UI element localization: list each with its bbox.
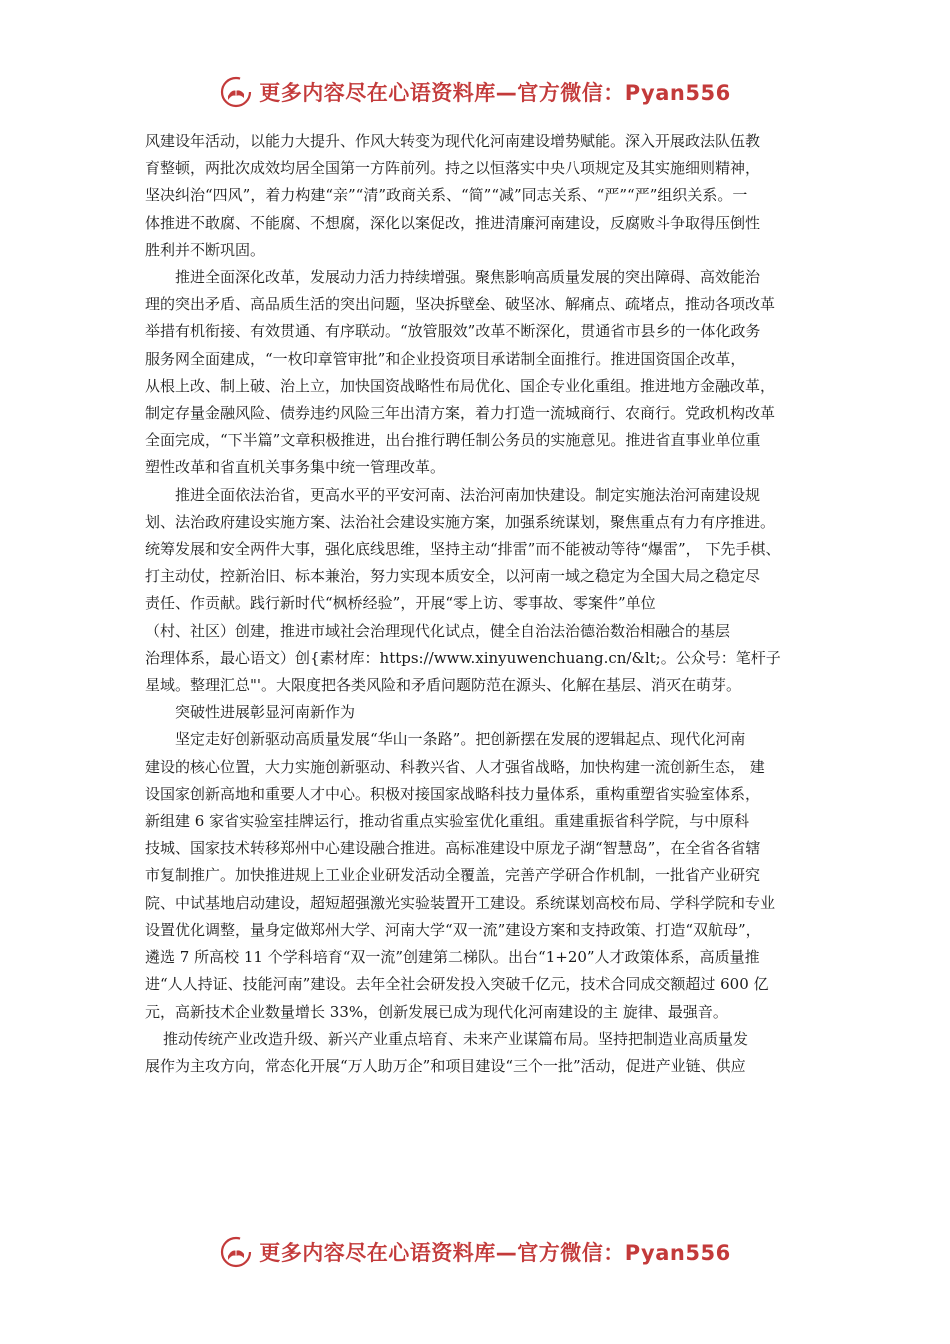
text-line: 设国家创新高地和重要人才中心。积极对接国家战略科技力量体系，重构重塑省实验室体系， (145, 784, 761, 803)
text-line: 胜利并不断巩固。 (145, 240, 266, 259)
paragraph-start-line: 推动传统产业改造升级、新兴产业重点培育、未来产业谋篇布局。坚持把制造业高质量发 (163, 1029, 749, 1048)
text-line: 打主动仗，控新治旧、标本兼治，努力实现本质安全，以河南一域之稳定为全国大局之稳定尽 (145, 567, 761, 586)
watermark-text: 更多内容尽在心语资料库—官方微信：Pyan556 (259, 81, 731, 105)
watermark-text: 更多内容尽在心语资料库—官方微信：Pyan556 (259, 1241, 731, 1265)
text-line: 星域。整理汇总"'。大限度把各类风险和矛盾问题防范在源头、化解在基层、消灭在萌芽。 (145, 676, 742, 695)
text-line: （村、社区）创建，推进市域社会治理现代化试点，健全自治法治德治数治相融合的基层 (145, 621, 731, 640)
text-line: 遴选 7 所高校 11 个学科培育“双一流”创建第二梯队。出台“1+20”人才政策体系，高质量推 (145, 948, 760, 967)
text-line: 理的突出矛盾、高品质生活的突出问题，坚决拆壁垒、破坚冰、解痛点、疏堵点，推动各项改革 (145, 295, 776, 314)
text-line: 新组建 6 家省实验室挂牌运行，推动省重点实验室优化重组。重建重振省科学院，与中原科 (145, 812, 750, 831)
watermark-header (0, 72, 950, 112)
text-line: 塑性改革和省直机关事务集中统一管理改革。 (145, 458, 446, 477)
text-line: 治理体系，最心语文）创{素材库：https://www.xinyuwenchuang.cn/&lt;。公众号：笔杆子 (145, 648, 781, 667)
text-line: 体推进不敢腐、不能腐、不想腐，深化以案促改，推进清廉河南建设，反腐败斗争取得压倒性 (145, 213, 761, 232)
document-body (145, 128, 825, 1080)
text-line: 从根上改、制上破、治上立，加快国资战略性布局优化、国企专业化重组。推进地方金融改革， (145, 376, 776, 395)
section-heading: 突破性进展彰显河南新作为 (175, 703, 356, 722)
text-line: 育整顿，两批次成效均居全国第一方阵前列。持之以恒落实中央八项规定及其实施细则精神， (145, 159, 761, 178)
book-logo-icon (219, 75, 253, 109)
text-line: 建设的核心位置，大力实施创新驱动、科教兴省、人才强省战略，加快构建一流创新生态， 建 (145, 757, 765, 776)
text-line: 市复制推广。加快推进规上工业企业研发活动全覆盖，完善产学研合作机制，一批省产业研究 (145, 866, 761, 885)
watermark-footer (0, 1232, 950, 1272)
text-line: 划、法治政府建设实施方案、法治社会建设实施方案，加强系统谋划，聚焦重点有力有序推进。 (145, 512, 776, 531)
text-line: 全面完成，“下半篇”文章积极推进，出台推行聘任制公务员的实施意见。推进省直事业单位重 (145, 431, 761, 450)
text-line: 统筹发展和安全两件大事，强化底线思维，坚持主动“排雷”而不能被动等待“爆雷”， 下先手棋、 (145, 540, 781, 559)
text-line: 风建设年活动，以能力大提升、作风大转变为现代化河南建设增势赋能。深入开展政法队伍教 (145, 132, 761, 150)
text-line: 设置优化调整，量身定做郑州大学、河南大学“双一流”建设方案和支持政策、打造“双航母”， (145, 920, 761, 939)
text-line: 举措有机衔接、有效贯通、有序联动。“放管服效”改革不断深化，贯通省市县乡的一体化政务 (145, 322, 761, 341)
paragraph-start-line: 坚定走好创新驱动高质量发展“华山一条路”。把创新摆在发展的逻辑起点、现代化河南 (175, 730, 746, 749)
text-line: 进“人人持证、技能河南”建设。去年全社会研发投入突破千亿元，技术合同成交额超过 600 亿 (145, 975, 769, 994)
text-line: 院、中试基地启动建设，超短超强激光实验装置开工建设。系统谋划高校布局、学科学院和专业 (145, 893, 776, 912)
text-line: 技城、国家技术转移郑州中心建设融合推进。高标准建设中原龙子湖“智慧岛”，在全省各省辖 (145, 839, 761, 858)
paragraph-start-line: 推进全面依法治省，更高水平的平安河南、法治河南加快建设。制定实施法治河南建设规 (175, 485, 761, 504)
text-line: 展作为主攻方向，常态化开展“万人助万企”和项目建设“三个一批”活动，促进产业链、供应 (145, 1056, 746, 1075)
text-line: 坚决纠治“四风”，着力构建“亲”“清”政商关系、“简”“减”同志关系、“严”“严”组织关系。一 (145, 186, 748, 205)
text-line: 责任、作贡献。践行新时代“枫桥经验”，开展“零上访、零事故、零案件”单位 (145, 594, 656, 613)
text-line: 元，高新技术企业数量增长 33%，创新发展已成为现代化河南建设的主 旋律、最强音。 (145, 1002, 728, 1021)
book-logo-icon (219, 1235, 253, 1269)
text-line: 制定存量金融风险、债券违约风险三年出清方案，着力打造一流城商行、农商行。党政机构改革 (145, 404, 776, 423)
paragraph-start-line: 推进全面深化改革，发展动力活力持续增强。聚焦影响高质量发展的突出障碍、高效能治 (175, 268, 761, 287)
text-line: 服务网全面建成，“一枚印章管审批”和企业投资项目承诺制全面推行。推进国资国企改革， (145, 349, 746, 368)
